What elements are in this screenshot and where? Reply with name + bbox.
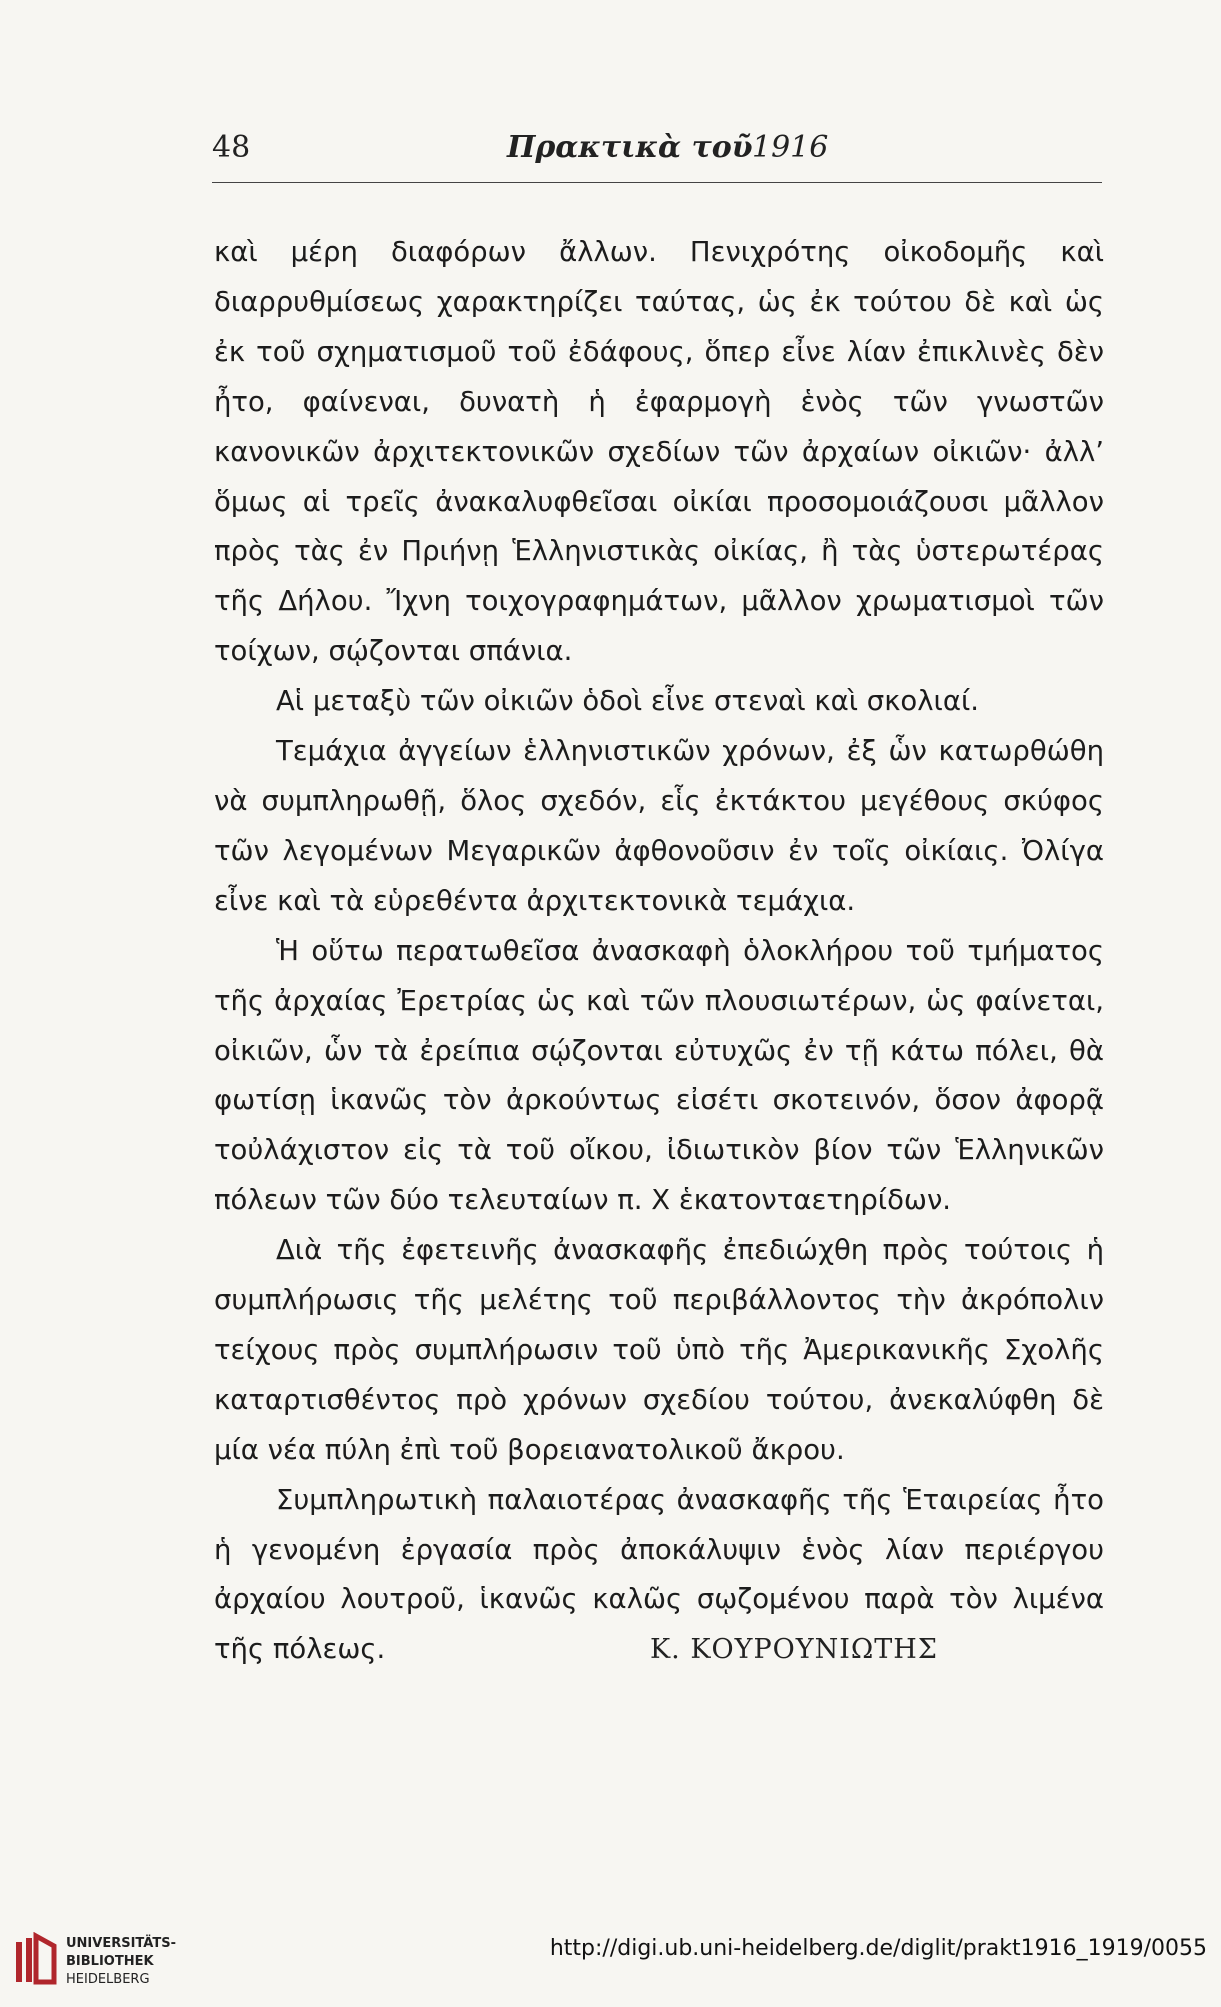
logo-text-line: HEIDELBERG: [66, 1972, 150, 1987]
logo-text-line: BIBLIOTHEK: [66, 1954, 154, 1969]
running-year: 1916: [752, 130, 829, 165]
running-header: [212, 130, 1102, 183]
logo-text-line: UNIVERSITÄTS-: [66, 1936, 176, 1951]
paragraph: Αἱ μεταξὺ τῶν οἰκιῶν ὁδοὶ εἶνε στεναὶ καὶ σκολιαί.: [276, 685, 979, 718]
paragraph: Διὰ τῆς ἐφετεινῆς ἀνασκαφῆς ἐπεδιώχθη πρὸς τούτοις ἡ συμπλήρωσις τῆς μελέτης τοῦ περιβάλλοντος τὴν ἀκρόπολιν τείχους πρὸς συμπλήρωσιν τοῦ ὑπὸ τῆς Ἀμερικανικῆς Σχολῆς καταρτισθέντος πρὸ χρόνων σχεδίου τούτου, ἀνεκαλύφθη δὲ μία νέα πύλη ἐπὶ τοῦ βορειανατολικοῦ ἄκρου.: [214, 1234, 1104, 1466]
body-text: [214, 228, 1104, 1675]
library-logo[interactable]: [14, 1930, 174, 1994]
author-signature: Κ. ΚΟΥΡΟΥΝΙΩΤΗΣ: [650, 1634, 938, 1665]
paragraph: Τεμάχια ἀγγείων ἑλληνιστικῶν χρόνων, ἐξ ὧν κατωρθώθη νὰ συμπληρωθῇ, ὅλος σχεδόν, εἷς ἐκτάκτου μεγέθους σκύφος τῶν λεγομένων Μεγαρικῶν ἀφθονοῦσιν ἐν τοῖς οἰκίαις. Ὀλίγα εἶνε καὶ τὰ εὑρεθέντα ἀρχιτεκτονικὰ τεμάχια.: [214, 735, 1104, 917]
library-logo-icon: [14, 1932, 58, 1986]
running-title: Πρακτικὰ τοῦ: [507, 130, 753, 165]
page-number: 48: [212, 130, 251, 165]
source-url-link[interactable]: http://digi.ub.uni-heidelberg.de/diglit/prakt1916_1919/0055: [549, 1936, 1207, 1961]
paragraph: Συμπληρωτικὴ παλαιοτέρας ἀνασκαφῆς τῆς Ἑταιρείας ἦτο ἡ γενομένη ἐργασία πρὸς ἀποκάλυψιν ἑνὸς λίαν περιέργου ἀρχαίου λουτροῦ, ἱκανῶς καλῶς σῳζομένου παρὰ τὸν λιμένα τῆς πόλεως.: [214, 1483, 1104, 1666]
paragraph: καὶ μέρη διαφόρων ἄλλων. Πενιχρότης οἰκοδομῆς καὶ διαρρυθμίσεως χαρακτηρίζει ταύτας, ὡς ἐκ τούτου δὲ καὶ ὡς ἐκ τοῦ σχηματισμοῦ τοῦ ἐδάφους, ὅπερ εἶνε λίαν ἐπικλινὲς δὲν ἦτο, φαίνεναι, δυνατὴ ἡ ἐφαρμογὴ ἑνὸς τῶν γνωστῶν κανονικῶν ἀρχιτεκτονικῶν σχεδίων τῶν ἀρχαίων οἰκιῶν· ἀλλ’ ὅμως αἱ τρεῖς ἀνακαλυφθεῖσαι οἰκίαι προσομοιάζουσι μᾶλλον πρὸς τὰς ἐν Πριήνῃ Ἑλληνιστικὰς οἰκίας, ἢ τὰς ὑστερωτέρας τῆς Δήλου. Ἴχνη τοιχογραφημάτων, μᾶλλον χρωματισμοὶ τῶν τοίχων, σῴζονται σπάνια.: [214, 236, 1104, 668]
paragraph: Ἡ οὕτω περατωθεῖσα ἀνασκαφὴ ὁλοκλήρου τοῦ τμήματος τῆς ἀρχαίας Ἐρετρίας ὡς καὶ τῶν πλουσιωτέρων, ὡς φαίνεται, οἰκιῶν, ὧν τὰ ἐρείπια σῴζονται εὐτυχῶς ἐν τῇ κάτω πόλει, θὰ φωτίσῃ ἱκανῶς τὸν ἀρκούντως εἰσέτι σκοτεινόν, ὅσον ἀφορᾷ τοὐλάχιστον εἰς τὰ τοῦ οἴκου, ἰδιωτικὸν βίον τῶν Ἑλληνικῶν πόλεων τῶν δύο τελευταίων π. Χ ἑκατονταετηρίδων.: [214, 934, 1104, 1217]
